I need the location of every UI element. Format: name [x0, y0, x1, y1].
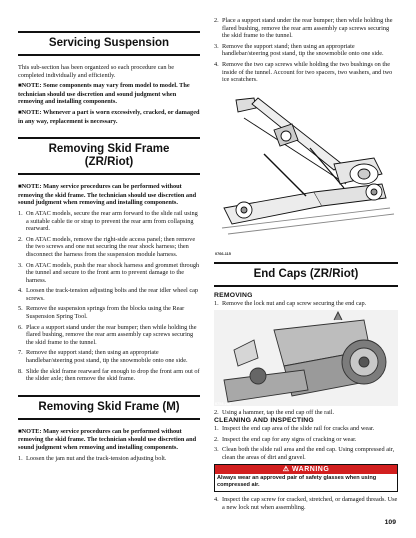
skid-frame-illustration	[214, 88, 398, 256]
section-heading-skid-zr	[18, 137, 200, 175]
cleaning-steps	[214, 425, 398, 461]
step-number: 3.	[18, 261, 23, 269]
step-number: 3.	[214, 42, 219, 50]
removing-steps	[214, 300, 398, 308]
step-text: Place a support stand under the rear bumper; then while holding the flared bushing, remove the rear arm assembly cap screws securing the skid frame to the tunnel.	[26, 323, 197, 346]
figure-label: 0766-115	[215, 251, 231, 256]
step-number: 3.	[214, 446, 219, 454]
note-text: NOTE: Some components may vary from model to model. The technician should use discretion and sound judgment when removing and installing components.	[18, 82, 190, 106]
cleaning-steps-continued	[214, 496, 398, 511]
step-text: Remove the support stand; then using an appropriate handlebar/steering post stand, tip the snowmobile onto one side.	[26, 349, 188, 365]
skid-zr-steps	[18, 210, 200, 383]
procedure-step	[18, 210, 200, 233]
right-column	[214, 0, 398, 512]
warning-header: ⚠ WARNING	[215, 465, 397, 474]
step-text: Remove the lock nut and cap screw securing the end cap.	[222, 299, 367, 307]
step-number: 2.	[214, 17, 219, 24]
note-paragraph: ■NOTE: Some components may vary from model to model. The technician should use discretion and sound judgment when removing and installing components.	[18, 82, 190, 106]
step-text: Slide the skid frame rearward far enough to drop the front arm out of the slider axle; then remove the skid frame.	[26, 367, 200, 383]
procedure-step	[214, 300, 398, 308]
step-number: 4.	[214, 496, 219, 504]
step-text: Inspect the end cap area of the slide rail for cracks and wear.	[222, 424, 375, 432]
procedure-step	[214, 496, 398, 511]
skid-m-steps-continued	[214, 17, 398, 84]
section-heading-end-caps: End Caps (ZR/Riot)	[214, 262, 398, 287]
end-cap-drawing	[214, 310, 398, 406]
procedure-step	[18, 455, 200, 463]
step-number: 5.	[18, 305, 23, 313]
step-number: 8.	[18, 367, 23, 375]
subheading-cleaning: CLEANING AND INSPECTING	[214, 416, 314, 424]
intro-paragraph: This sub-section has been organized so each procedure can be completed individually and efficiently.	[18, 64, 175, 79]
step-text: Loosen the jam nut and the track-tension adjusting bolt.	[26, 454, 167, 462]
note-text: NOTE: Many service procedures can be performed without removing the skid frame. The technician should use discretion and sound judgment when removing and installing components.	[18, 183, 197, 207]
procedure-step	[214, 61, 398, 84]
subheading-removing: REMOVING	[214, 291, 253, 299]
step-number: 7.	[18, 349, 23, 357]
step-text: Inspect the cap screw for cracked, stretched, or damaged threads. Use a new lock nut when assembling.	[222, 496, 398, 511]
figure-label: 0758-283	[215, 402, 232, 407]
step-text: Place a support stand under the rear bumper; then while holding the flared bushing, remove the rear arm assembly cap screws securing the skid frame to the tunnel.	[222, 17, 393, 40]
note-text: NOTE: Whenever a part is worn excessively, cracked, or damaged in any way, replacement is necessary.	[18, 108, 200, 125]
note-paragraph: ■NOTE: Many service procedures can be performed without removing the skid frame. The technician should use discretion and sound judgment when removing and installing components.	[18, 427, 197, 451]
step-number: 1.	[18, 454, 23, 462]
warning-box	[214, 464, 398, 492]
procedure-step	[214, 425, 398, 433]
procedure-step	[18, 324, 200, 347]
step-number: 4.	[214, 60, 219, 68]
step-number: 6.	[18, 323, 23, 331]
step-text: Remove the suspension springs from the blocks using the Rear Suspension Spring Tool.	[26, 305, 185, 321]
step-number: 2.	[18, 235, 23, 243]
step-text: On ATAC models, secure the rear arm forward to the slide rail using a suitable cable tie or strap to prevent the rear arm from collapsing rearward.	[26, 209, 198, 233]
removing-steps-continued	[214, 409, 398, 417]
procedure-step	[18, 262, 200, 285]
section-heading-servicing: Servicing Suspension	[18, 31, 200, 56]
procedure-step	[18, 349, 200, 364]
procedure-step	[214, 17, 398, 40]
procedure-step	[18, 305, 200, 320]
step-text: Clean both the slide rail area and the end cap. Using compressed air, clean the areas of dirt and gravel.	[222, 446, 395, 461]
procedure-step	[18, 236, 200, 259]
skid-m-steps	[18, 455, 200, 463]
step-text: On ATAC models, push the rear shock harness and grommet through the tunnel and secure to the front arm to prevent damage to the harness.	[26, 261, 200, 284]
step-number: 1.	[18, 209, 23, 217]
procedure-step	[18, 287, 200, 302]
heading-line: (ZR/Riot)	[84, 156, 134, 169]
step-number: 2.	[214, 435, 219, 443]
section-heading-skid-m: Removing Skid Frame (M)	[18, 395, 200, 420]
note-paragraph: ■NOTE: Whenever a part is worn excessively, cracked, or damaged in any way, replacement is necessary.	[18, 108, 200, 125]
note-text: NOTE: Many service procedures can be performed without removing the skid frame. The technician should use discretion and sound judgment when removing and installing components.	[18, 427, 197, 451]
page-number: 109	[384, 519, 396, 526]
step-number: 1.	[214, 299, 219, 307]
skid-frame-drawing	[214, 88, 398, 256]
procedure-step	[214, 43, 398, 58]
step-text: Remove the two cap screws while holding the two bushings on the inside of the tunnel. Account for two spacers, two washers, and two ice scratchers.	[222, 60, 393, 84]
step-number: 4.	[18, 287, 23, 295]
step-text: Inspect the end cap for any signs of cracking or wear.	[222, 435, 357, 443]
procedure-step	[18, 368, 200, 383]
step-text: Loosen the track-tension adjusting bolts and the rear idler wheel cap screws.	[26, 287, 199, 302]
note-paragraph: ■NOTE: Many service procedures can be performed without removing the skid frame. The technician should use discretion and sound judgment when removing and installing components.	[18, 183, 197, 207]
left-column	[18, 0, 200, 462]
step-text: On ATAC models, remove the right-side access panel; then remove the two screws and one nut securing the rear shock harness; then disconnect the harness from the suspension module harness.	[26, 235, 196, 258]
procedure-step	[214, 446, 398, 461]
heading-line: Removing Skid Frame	[48, 143, 170, 156]
step-number: 2.	[214, 409, 219, 417]
warning-text: Always wear an approved pair of safety glasses when using compressed air.	[217, 475, 377, 489]
procedure-step	[214, 436, 398, 444]
procedure-step	[214, 409, 398, 417]
step-text: Using a hammer, tap the end cap off the rail.	[222, 409, 335, 417]
step-number: 1.	[214, 424, 219, 432]
end-cap-photo	[214, 310, 398, 406]
step-text: Remove the support stand; then using an appropriate handlebar/steering post stand, tip the snowmobile onto one side.	[222, 42, 384, 58]
